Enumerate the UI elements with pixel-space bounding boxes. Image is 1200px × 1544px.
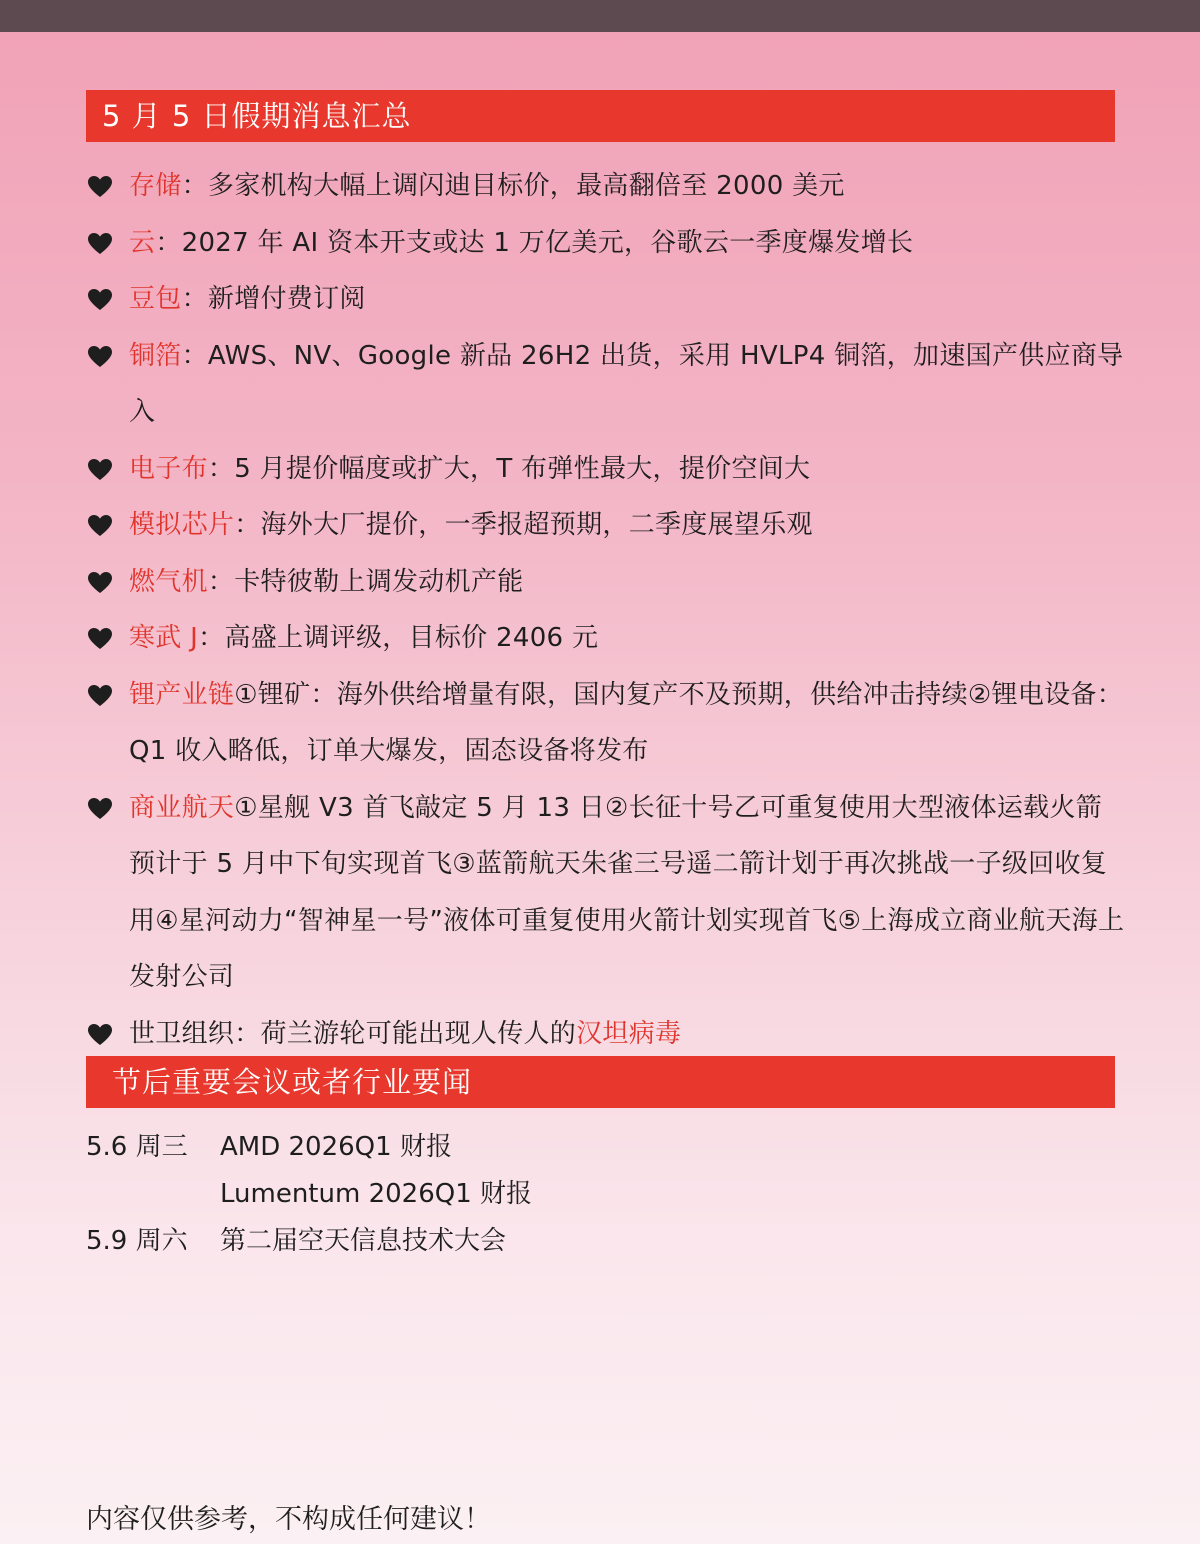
- news-text: ：新增付费订阅: [181, 284, 366, 314]
- news-text: ①锂矿：海外供给增量有限，国内复产不及预期，供给冲击持续②锂电设备：Q1 收入略低，订单大爆发，固态设备将发布: [129, 679, 1124, 766]
- news-item-who: [86, 1006, 1126, 1063]
- news-text: ：卡特彼勒上调发动机产能: [207, 566, 524, 597]
- heart-icon: [88, 233, 112, 255]
- heart-icon: [88, 515, 112, 537]
- event-row: [86, 1171, 1126, 1218]
- news-category: 燃气机: [129, 566, 208, 597]
- news-text: ：AWS、NV、Google 新品 26H2 出货，采用 HVLP4 铜箔，加速国产供应商导入: [129, 340, 1124, 427]
- news-text: ：多家机构大幅上调闪迪目标价，最高翻倍至 2000 美元: [181, 171, 845, 201]
- news-category: 存储: [129, 171, 182, 201]
- event-list: [86, 1124, 1126, 1265]
- news-item-copper-foil: [86, 328, 1126, 441]
- event-row: [86, 1218, 1126, 1265]
- news-item-cloud: [86, 215, 1126, 272]
- news-text: ：高盛上调评级，目标价 2406 元: [198, 623, 599, 653]
- news-category: 模拟芯片: [129, 510, 235, 540]
- news-category: 铜箔: [129, 340, 182, 371]
- news-category: 寒武 J: [129, 623, 199, 653]
- event-text: Lumentum 2026Q1 财报: [220, 1179, 533, 1209]
- event-date: 5.9 周六: [86, 1226, 188, 1256]
- news-category: 商业航天: [129, 792, 235, 823]
- news-text: ：5 月提价幅度或扩大，T 布弹性最大，提价空间大: [207, 453, 811, 484]
- news-item-lithium-chain: [86, 667, 1126, 780]
- news-text: 世卫组织：荷兰游轮可能出现人传人的: [129, 1018, 577, 1049]
- heart-icon: [88, 685, 112, 707]
- heart-icon: [88, 1024, 112, 1046]
- news-item-analog-chip: [86, 497, 1126, 554]
- heart-icon: [88, 459, 112, 481]
- news-text: ：海外大厂提价，一季报超预期，二季度展望乐观: [234, 510, 813, 540]
- news-category: 云: [129, 227, 156, 258]
- disclaimer: 内容仅供参考，不构成任何建议！: [86, 1504, 491, 1535]
- heart-icon: [88, 289, 112, 311]
- news-item-commercial-aerospace: [86, 780, 1126, 1006]
- news-item-cambricon: [86, 610, 1126, 667]
- news-highlight: 汉坦病毒: [576, 1018, 682, 1049]
- news-category: 锂产业链: [129, 679, 235, 710]
- news-list: [86, 158, 1126, 1062]
- news-item-gas-turbine: [86, 554, 1126, 611]
- section-title-holiday-news: 5 月 5 日假期消息汇总: [86, 90, 1115, 142]
- news-text: ①星舰 V3 首飞敲定 5 月 13 日②长征十号乙可重复使用大型液体运载火箭预计于 5 月中下旬实现首飞③蓝箭航天朱雀三号遥二箭计划于再次挑战一子级回收复用④星河动力“智神星一号”液体可重复使用火箭计划实现首飞⑤上海成立商业航天海上发射公司: [129, 792, 1125, 992]
- news-item-storage: [86, 158, 1126, 215]
- heart-icon: [88, 798, 112, 820]
- event-text: AMD 2026Q1 财报: [220, 1132, 452, 1162]
- news-text: ：2027 年 AI 资本开支或达 1 万亿美元，谷歌云一季度爆发增长: [155, 227, 914, 258]
- news-item-doubao: [86, 271, 1126, 328]
- heart-icon: [88, 572, 112, 594]
- heart-icon: [88, 346, 112, 368]
- news-category: 豆包: [129, 284, 182, 314]
- event-text: 第二届空天信息技术大会: [220, 1226, 507, 1256]
- news-category: 电子布: [129, 453, 208, 484]
- section-title-post-holiday-events: 节后重要会议或者行业要闻: [86, 1056, 1115, 1108]
- heart-icon: [88, 176, 112, 198]
- top-bar: [0, 0, 1200, 32]
- event-row: [86, 1124, 1126, 1171]
- news-item-electronic-cloth: [86, 441, 1126, 498]
- event-date: 5.6 周三: [86, 1132, 188, 1162]
- heart-icon: [88, 628, 112, 650]
